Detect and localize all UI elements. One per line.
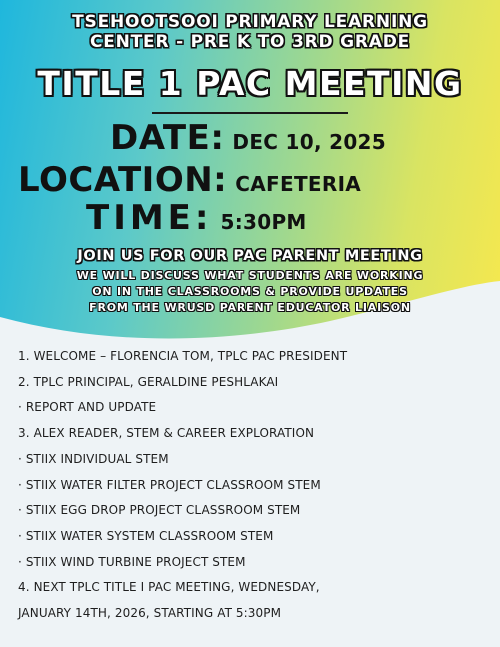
title-underline bbox=[152, 112, 348, 114]
time-label: TIME: bbox=[86, 198, 213, 238]
date-value: DEC 10, 2025 bbox=[232, 130, 386, 154]
agenda-item: 1. WELCOME – FLORENCIA TOM, TPLC PAC PRESIDENT bbox=[18, 349, 348, 363]
invite-line-3: FROM THE WRUSD PARENT EDUCATOR LIAISON bbox=[89, 301, 411, 314]
agenda-item: · STIIX EGG DROP PROJECT CLASSROOM STEM bbox=[18, 503, 301, 518]
agenda-item: 2. TPLC PRINCIPAL, GERALDINE PESHLAKAI bbox=[18, 374, 279, 389]
agenda-item: · STIIX WATER FILTER PROJECT CLASSROOM STEM bbox=[18, 477, 321, 492]
invite-line-1: WE WILL DISCUSS WHAT STUDENTS ARE WORKING bbox=[76, 269, 424, 282]
location-value: CAFETERIA bbox=[235, 172, 362, 196]
meeting-title: TITLE 1 PAC MEETING bbox=[37, 64, 463, 103]
agenda-item: · REPORT AND UPDATE bbox=[18, 400, 157, 415]
location-label: LOCATION: bbox=[18, 160, 228, 200]
agenda-item: 4. NEXT TPLC TITLE I PAC MEETING, WEDNESDAY, bbox=[18, 580, 320, 595]
school-name-line-2: CENTER - PRE K TO 3RD GRADE bbox=[89, 32, 411, 52]
invite-line-2: ON IN THE CLASSROOMS & PROVIDE UPDATES bbox=[92, 285, 408, 298]
location-row bbox=[18, 160, 361, 200]
date-label: DATE: bbox=[110, 118, 225, 158]
school-name bbox=[0, 12, 500, 52]
agenda-item: JANUARY 14TH, 2026, STARTING AT 5:30PM bbox=[18, 606, 282, 621]
agenda-item: · STIIX INDIVIDUAL STEM bbox=[18, 451, 169, 466]
agenda-list bbox=[18, 344, 488, 627]
time-value: 5:30PM bbox=[220, 210, 307, 234]
agenda-item: · STIIX WIND TURBINE PROJECT STEM bbox=[18, 554, 246, 569]
time-row bbox=[86, 198, 307, 238]
agenda-item: · STIIX WATER SYSTEM CLASSROOM STEM bbox=[18, 528, 274, 543]
agenda-item: 3. ALEX READER, STEM & CAREER EXPLORATION bbox=[18, 426, 315, 441]
invite-headline: JOIN US FOR OUR PAC PARENT MEETING bbox=[77, 248, 423, 264]
school-name-line-1: TSEHOOTSOOI PRIMARY LEARNING bbox=[72, 12, 428, 32]
date-row bbox=[110, 118, 386, 158]
